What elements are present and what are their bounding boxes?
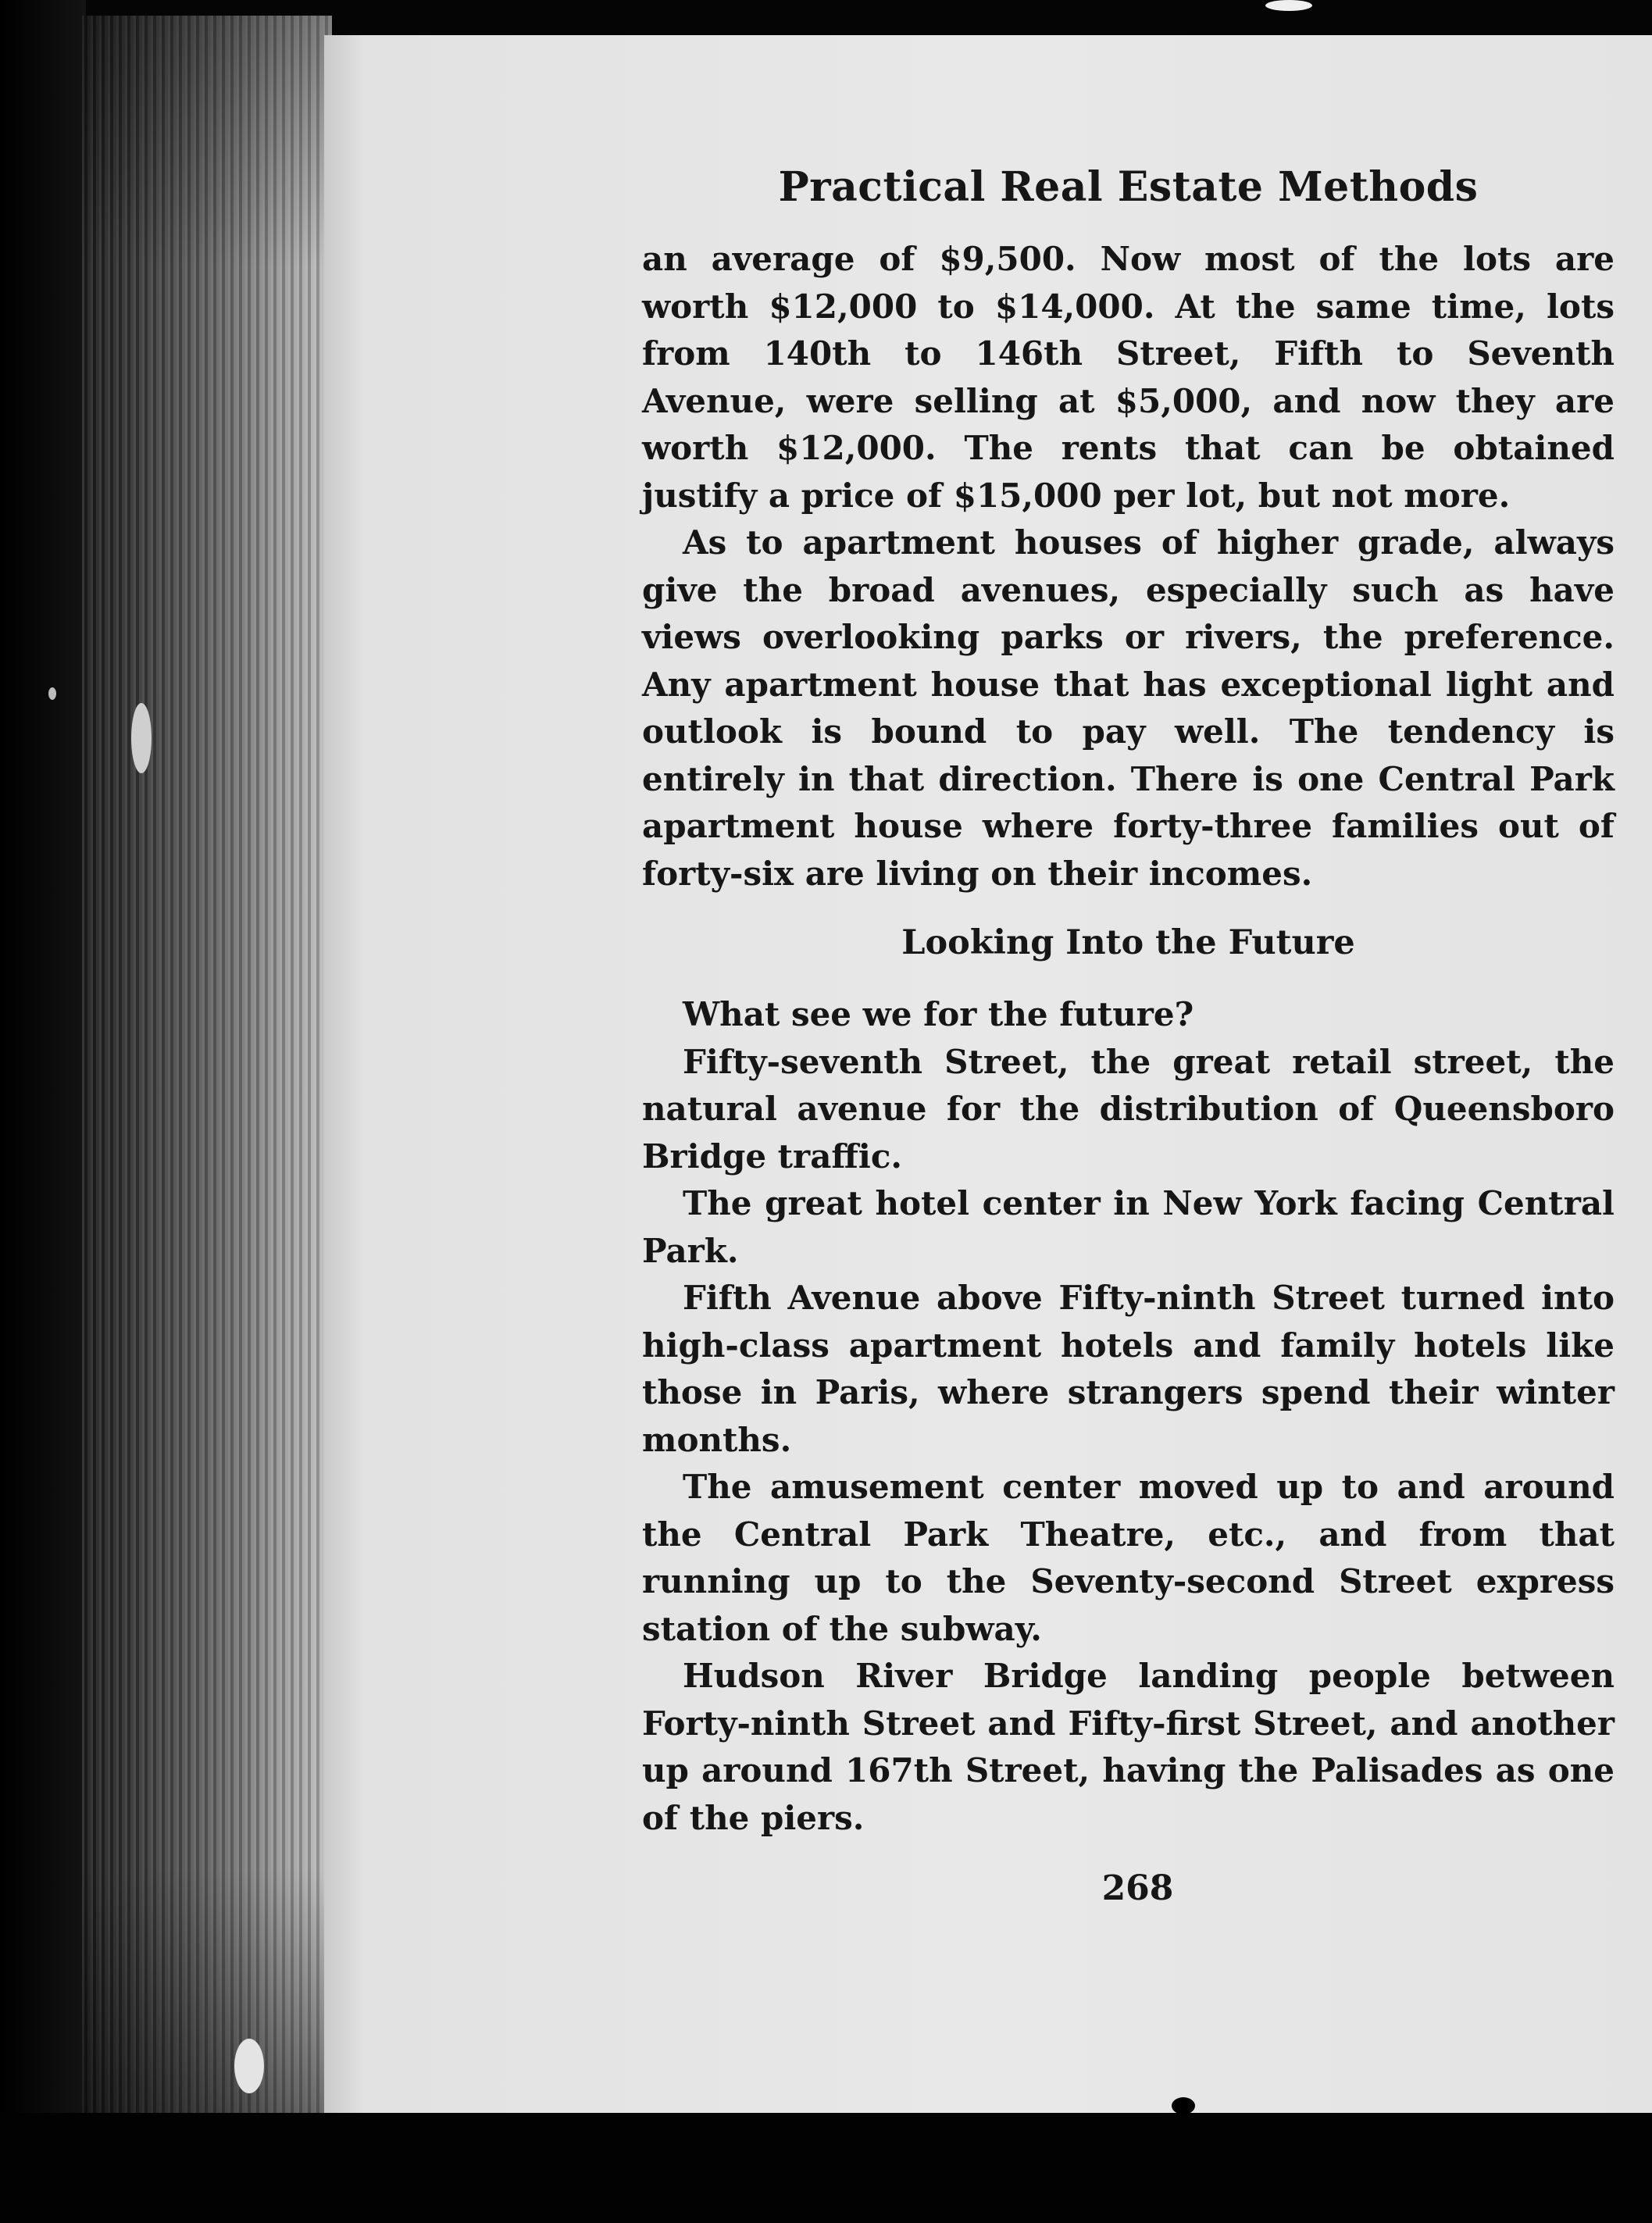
running-head: Practical Real Estate Methods [778, 163, 1479, 211]
paragraph-fifth-avenue: Fifth Avenue above Fifty-ninth Street turned into high-class apartment hotels and family hotels like those in Paris, where strangers spend their winter months. [642, 1279, 1615, 1459]
paragraph-future-question: What see we for the future? [683, 995, 1194, 1033]
dust-speck [131, 703, 152, 773]
paragraph-hudson-river-bridge: Hudson River Bridge landing people between Forty-ninth Street and Fifty-first Street, and another up around 167th Street, having the Palisades as one of the piers. [642, 1657, 1615, 1837]
dust-speck [234, 2039, 264, 2093]
paragraph-apartment-houses: As to apartment houses of higher grade, always give the broad avenues, especially such as have views overlooking parks or rivers, the preference. Any apartment house that has exceptional light and outlook is bound to pay well. The tendency is entirely in that direction. There is one Central Park apartment house where forty-three families out of forty-six are living on their incomes. [642, 523, 1615, 893]
paragraph-fifty-seventh-street: Fifty-seventh Street, the great retail street, the natural avenue for the distribution of Queensboro Bridge traffic. [642, 1042, 1615, 1176]
film-border-left [0, 0, 86, 2223]
dust-speck [48, 687, 56, 700]
dust-speck [1172, 2097, 1195, 2114]
page-number: 268 [1101, 1868, 1174, 1908]
page-text [642, 156, 1615, 1912]
gutter-shadow [82, 16, 332, 2121]
paragraph-lot-prices: an average of $9,500. Now most of the lots are worth $12,000 to $14,000. At the same time, lots from 140th to 146th Street, Fifth to Seventh Avenue, were selling at $5,000, and now they are worth $12,000. The rents that can be obtained justify a price of $15,000 per lot, but not more. [642, 240, 1615, 515]
section-heading: Looking Into the Future [901, 923, 1355, 962]
dust-speck [1265, 0, 1312, 11]
film-border-bottom [0, 2113, 1652, 2223]
paragraph-amusement-center: The amusement center moved up to and around the Central Park Theatre, etc., and from that running up to the Seventy-second Street express station of the subway. [642, 1468, 1615, 1648]
paragraph-hotel-center: The great hotel center in New York facing Central Park. [642, 1184, 1615, 1270]
